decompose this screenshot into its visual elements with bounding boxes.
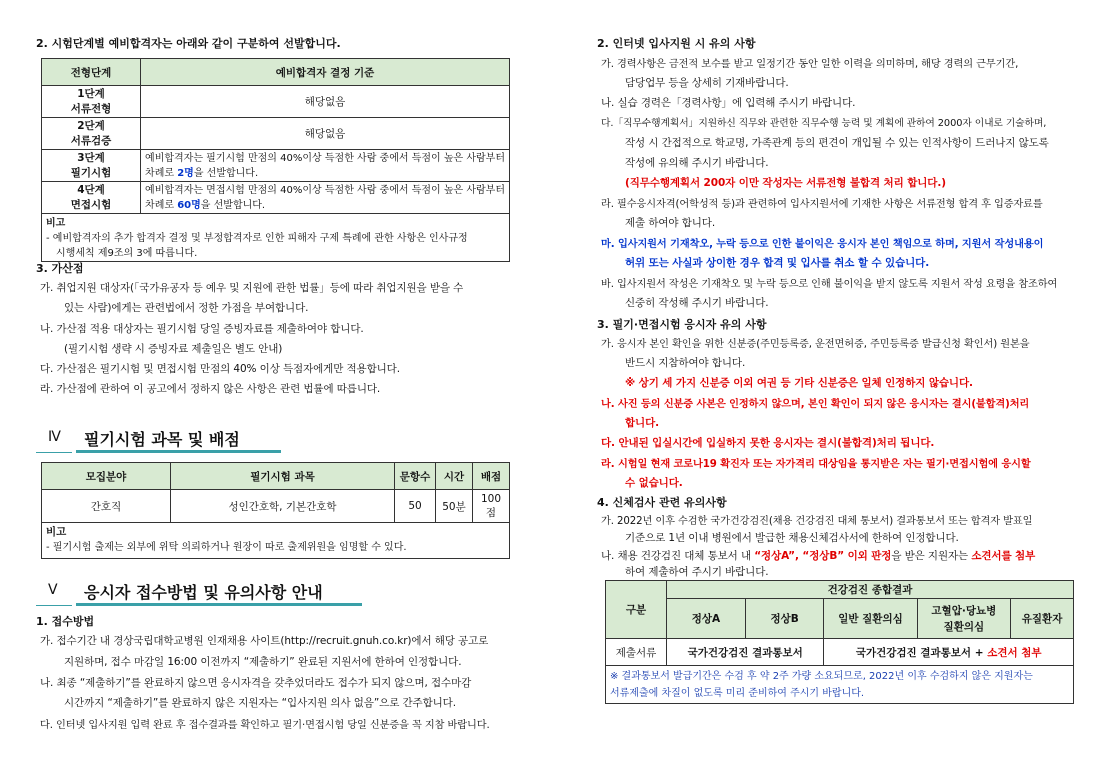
r2-line-11: 바. 입사지원서 작성은 기재착오 및 누락 등으로 인해 불이익을 받지 않도록 지원서 작성 요령을 참조하여 xyxy=(601,279,1058,290)
row-docs-abnormal: 국가건강검진 결과통보서 + 소견서 첨부 xyxy=(824,639,1074,666)
row-docs-normal: 국가건강검진 결과통보서 xyxy=(667,639,824,666)
r3-line-4: 합니다. xyxy=(625,417,660,429)
r3-line-0: 가. 응시자 본인 확인을 위한 신분증(주민등록증, 운전면허증, 주민등록증 발급신청 확인서) 원본을 xyxy=(601,339,1030,350)
stage-3: 3단계 필기시험 xyxy=(42,150,141,182)
s51-line-1: 지원하며, 접수 마감일 16:00 이전까지 “제출하기” 완료된 지원서에 한하여 인정합니다. xyxy=(64,656,462,668)
r3-line-2-warning: ※ 상기 세 가지 신분증 이외 여권 등 기타 신분증은 일체 인정하지 않습니다. xyxy=(625,377,973,389)
th-diseased: 유질환자 xyxy=(1011,599,1074,639)
r4-line-3: 하여 제출하여 주시기 바랍니다. xyxy=(625,566,769,578)
r2-line-6-warning: (직무수행계획서 200자 이만 작성자는 서류전형 불합격 처리 합니다.) xyxy=(625,177,946,189)
th-normal-a: 정상A xyxy=(667,599,746,639)
s51-line-2: 나. 최종 “제출하기”를 완료하지 않으면 응시자격을 갖추었더라도 접수가 되지 않으며, 접수마감 xyxy=(40,677,472,689)
r2-line-4: 작성 시 간접적으로 학교명, 가족관계 등의 편견이 개입될 수 있는 인적사항이 드러나지 않도록 xyxy=(625,137,1049,149)
th-stage: 전형단계 xyxy=(42,59,141,86)
r-section-4-title: 4. 신체검사 관련 유의사항 xyxy=(597,496,727,509)
th-gubun: 구분 xyxy=(606,581,667,639)
s3-line-2: 나. 가산점 적용 대상자는 필기시험 당일 증빙자료를 제출하여야 합니다. xyxy=(40,323,364,335)
s3-line-0: 가. 취업지원 대상자(「국가유공자 등 예우 및 지원에 관한 법률」등에 따라 취업지원을 받을 수 xyxy=(40,282,464,294)
th-hypertension-diabetes: 고혈압·당뇨병 질환의심 xyxy=(917,599,1011,639)
s3-line-5: 라. 가산점에 관하여 이 공고에서 정하지 않은 사항은 관련 법률에 따릅니다. xyxy=(40,383,381,395)
r2-line-7: 라. 필수응시자격(어학성적 등)과 관련하여 입사지원서에 기재한 사항은 서류전형 합격 후 입증자료를 xyxy=(601,199,1043,210)
r2-line-9: 마. 입사지원서 기재착오, 누락 등으로 인한 불이익은 응시자 본인 책임으로 하며, 지원서 작성내용이 xyxy=(601,239,1044,250)
s51-line-0: 가. 접수기간 내 경상국립대학교병원 인재채용 사이트(http://recruit.gnuh.co.kr)에서 해당 공고로 xyxy=(40,635,489,647)
th-normal-b: 정상B xyxy=(745,599,824,639)
r4-line-2: 나. 채용 건강검진 대체 통보서 내 “정상A”, “정상B” 이외 판정을 받은 지원자는 소견서를 첨부 xyxy=(601,550,1036,562)
r2-line-12: 신중히 작성해 주시기 바랍니다. xyxy=(625,297,769,309)
r2-line-5: 작성에 유의해 주시기 바랍니다. xyxy=(625,157,769,169)
th-count: 문항수 xyxy=(395,463,436,490)
r2-line-0: 가. 경력사항은 금전적 보수를 받고 일정기간 동안 일한 이력을 의미하며, 해당 경력의 근무기간, xyxy=(601,59,1019,70)
stage-1-criteria: 해당없음 xyxy=(141,86,510,118)
r4-line-1: 기준으로 1년 이내 병원에서 발급한 채용신체검사서에 한하여 인정합니다. xyxy=(625,532,959,544)
field-cell: 간호직 xyxy=(42,490,171,523)
s3-line-3: (필기시험 생략 시 증빙자료 제출일은 별도 안내) xyxy=(64,343,283,355)
exam-note: 비고 - 필기시험 출제는 외부에 위탁 의뢰하거나 원장이 따로 출제위원을 임명할 수 있다. xyxy=(42,523,510,559)
stage-2-criteria: 해당없음 xyxy=(141,118,510,150)
r2-line-1: 담당업무 등을 상세히 기재바랍니다. xyxy=(625,77,789,89)
th-time: 시간 xyxy=(436,463,473,490)
row-docs-label: 제출서류 xyxy=(606,639,667,666)
r4-line-0: 가. 2022년 이후 수검한 국가건강검진(채용 건강검진 대체 통보서) 결과통보서 또는 합격자 발표일 xyxy=(601,516,1033,527)
r3-line-3: 나. 사진 등의 신분증 사본은 인정하지 않으며, 본인 확인이 되지 않은 응시자는 결시(불합격)처리 xyxy=(601,399,1030,410)
s3-line-4: 다. 가산점은 필기시험 및 면접시험 만점의 40% 이상 득점자에게만 적용합니다. xyxy=(40,363,400,375)
count-cell: 50 xyxy=(395,490,436,523)
time-cell: 50분 xyxy=(436,490,473,523)
stage-4: 4단계 면접시험 xyxy=(42,182,141,214)
s51-line-3: 시간까지 “제출하기”를 완료하지 않은 지원자는 “입사지원 의사 없음”으로 간주합니다. xyxy=(64,697,456,709)
r3-line-5: 다. 안내된 입실시간에 입실하지 못한 응시자는 결시(불합격)처리 됩니다. xyxy=(601,437,935,449)
r2-line-3: 다.「직무수행계획서」지원하신 직무와 관련한 직무수행 능력 및 계획에 관하여 2000자 이내로 기술하며, xyxy=(601,118,1047,129)
r2-line-8: 제출 하여야 합니다. xyxy=(625,217,716,229)
th-field: 모집분야 xyxy=(42,463,171,490)
section-4-heading: Ⅳ 필기시험 과목 및 배점 xyxy=(36,427,281,449)
s3-line-1: 있는 사람)에게는 관련법에서 정한 가점을 부여합니다. xyxy=(64,302,309,314)
section-4-title: 필기시험 과목 및 배점 xyxy=(84,430,240,449)
th-score: 배점 xyxy=(473,463,510,490)
subject-cell: 성인간호학, 기본간호학 xyxy=(171,490,395,523)
r-section-3-title: 3. 필기·면접시험 응시자 유의 사항 xyxy=(597,318,767,331)
r2-line-2: 나. 실습 경력은「경력사항」에 입력해 주시기 바랍니다. xyxy=(601,97,856,109)
th-subject: 필기시험 과목 xyxy=(171,463,395,490)
score-cell: 100점 xyxy=(473,490,510,523)
stage-3-criteria: 예비합격자는 필기시험 만점의 40%이상 득점한 사람 중에서 득점이 높은 사람부터 차례로 2명을 선발합니다. xyxy=(141,150,510,182)
th-criteria: 예비합격자 결정 기준 xyxy=(141,59,510,86)
r3-line-1: 반드시 지참하여야 합니다. xyxy=(625,357,746,369)
r2-line-10: 허위 또는 사실과 상이한 경우 합격 및 입사를 취소 할 수 있습니다. xyxy=(625,257,930,269)
s51-line-4: 다. 인터넷 입사지원 입력 완료 후 접수결과를 확인하고 필기·면접시험 당일 신분증을 꼭 지참 바랍니다. xyxy=(40,720,490,731)
health-check-table xyxy=(605,580,1074,704)
stage-2: 2단계 서류검증 xyxy=(42,118,141,150)
th-general-suspect: 일반 질환의심 xyxy=(824,599,917,639)
r3-line-6: 라. 시험일 현재 코로나19 확진자 또는 자가격리 대상임을 통지받은 자는 필기·면접시험에 응시할 xyxy=(601,459,1031,470)
section-5-1-title: 1. 접수방법 xyxy=(36,615,95,628)
table-note: 비고 - 예비합격자의 추가 합격자 결정 및 부정합격자로 인한 피해자 구제 특례에 관한 사항은 인사규정 시행세칙 제9조의 3에 따릅니다. xyxy=(42,214,510,262)
exam-subjects-table xyxy=(41,462,510,559)
applicant-selection-table xyxy=(41,58,510,262)
section-5-title: 응시자 접수방법 및 유의사항 안내 xyxy=(84,583,323,602)
section-5-heading: Ⅴ 응시자 접수방법 및 유의사항 안내 xyxy=(36,580,362,602)
r3-line-7: 수 없습니다. xyxy=(625,477,683,489)
stage-4-criteria: 예비합격자는 면접시험 만점의 40%이상 득점한 사람 중에서 득점이 높은 사람부터 차례로 60명을 선발합니다. xyxy=(141,182,510,214)
th-overall-result: 건강검진 종합결과 xyxy=(667,581,1074,599)
stage-1: 1단계 서류전형 xyxy=(42,86,141,118)
section-3-title: 3. 가산점 xyxy=(36,262,84,275)
r-section-2-title: 2. 인터넷 입사지원 시 유의 사항 xyxy=(597,37,756,50)
section-2-title: 2. 시험단계별 예비합격자는 아래와 같이 구분하여 선발합니다. xyxy=(36,37,341,50)
health-note: ※ 결과통보서 발급기간은 수검 후 약 2주 가량 소요되므로, 2022년 이후 수검하지 않은 지원자는 서류제출에 차질이 없도록 미리 준비하여 주시기 바랍니다. xyxy=(606,666,1074,704)
